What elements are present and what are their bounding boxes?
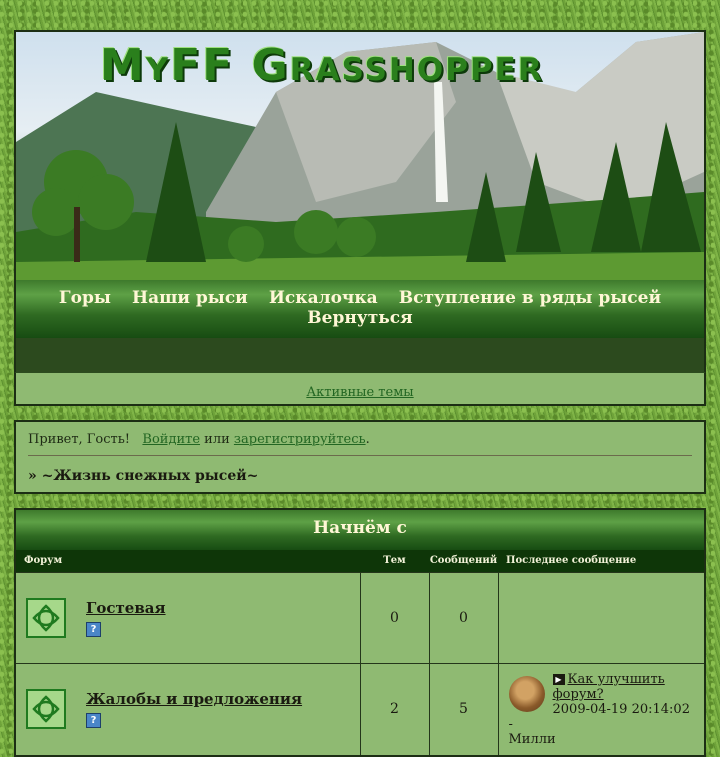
table-row — [16, 663, 704, 755]
forum-name-guestbook[interactable]: Гостевая — [86, 598, 166, 617]
posts-count: 5 — [429, 663, 498, 755]
banner — [16, 32, 704, 280]
posts-count: 0 — [429, 572, 498, 663]
site-logo[interactable]: MyFF Grasshopper — [100, 40, 544, 91]
last-post-date: 2009-04-19 20:14:02 - — [508, 701, 690, 732]
welcome-panel — [14, 420, 706, 494]
welcome-text: Привет, Гость! Войдите или зарегистрируйтесь. — [28, 432, 692, 456]
question-icon[interactable]: ? — [86, 622, 101, 637]
forum-table — [16, 550, 704, 755]
avatar[interactable] — [509, 676, 545, 712]
table-row — [16, 572, 704, 663]
site-header — [14, 30, 706, 372]
nav-item-join[interactable]: Вступление в ряды рысей — [398, 288, 662, 308]
forum-category — [14, 508, 706, 757]
last-post-empty — [498, 572, 704, 663]
table-header — [16, 550, 704, 572]
topics-count: 2 — [360, 663, 429, 755]
arrow-right-icon[interactable]: ▶ — [553, 674, 565, 685]
category-title: Начнём с — [16, 510, 704, 550]
last-post-link[interactable]: Как улучшить форум? — [552, 671, 665, 702]
last-post-author: Милли — [508, 731, 556, 747]
login-link[interactable]: Войдите — [142, 432, 201, 447]
column-last-post: Последнее сообщение — [498, 550, 704, 572]
breadcrumb: » ~Жизнь снежных рысей~ — [28, 468, 259, 484]
main-navigation — [16, 280, 704, 338]
column-topics: Тем — [360, 550, 429, 572]
knot-icon — [26, 689, 66, 729]
subnav-bar — [14, 372, 706, 406]
active-topics-link[interactable]: Активные темы — [306, 385, 414, 400]
page-wrapper — [14, 30, 706, 757]
nav-item-mountains[interactable]: Горы — [58, 288, 111, 308]
topics-count: 0 — [360, 572, 429, 663]
forum-name-complaints[interactable]: Жалобы и предложения — [86, 690, 303, 709]
greeting: Привет, Гость! — [28, 432, 131, 447]
or-text: или — [204, 432, 230, 447]
nav-item-our-lynxes[interactable]: Наши рыси — [132, 288, 248, 308]
column-forum: Форум — [16, 550, 360, 572]
nav-item-search[interactable]: Искалочка — [268, 288, 378, 308]
nav-item-return[interactable]: Вернуться — [307, 308, 413, 328]
knot-icon — [26, 598, 66, 638]
question-icon[interactable]: ? — [86, 713, 101, 728]
column-posts: Сообщений — [429, 550, 498, 572]
register-link[interactable]: зарегистрируйтесь — [233, 432, 366, 447]
last-post — [498, 663, 704, 755]
